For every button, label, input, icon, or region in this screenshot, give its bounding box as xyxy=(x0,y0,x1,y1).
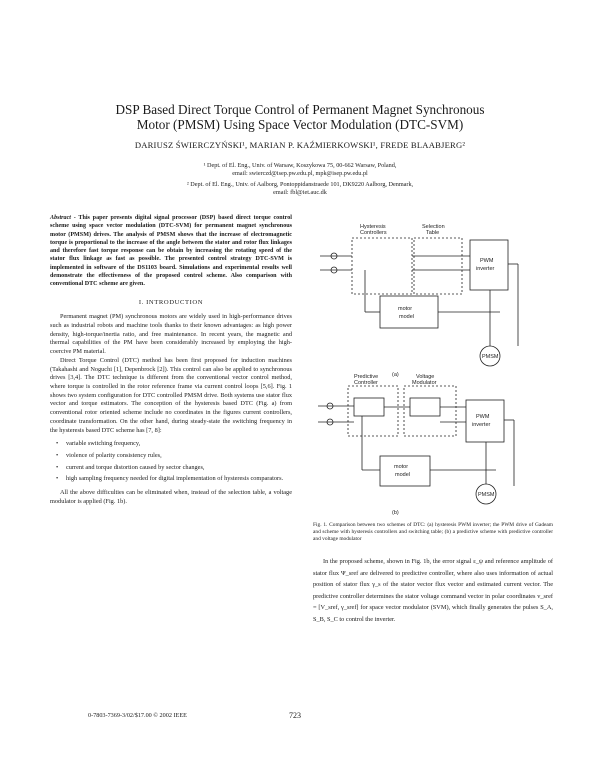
motor-label-b: motor xyxy=(394,464,409,470)
right-text xyxy=(313,556,553,625)
list-item: • current and torque distortion caused by sector changes, xyxy=(66,464,292,473)
hysteresis-controllers-region xyxy=(352,238,412,294)
list-item: • variable switching frequency, xyxy=(66,440,292,449)
right-paragraph-1: In the proposed scheme, shown in Fig. 1b, the error signal ε_ψ and reference amplitude of stator flux Ψ_sref are delivered to predictive controller, where also uses information of actual position of stator flux γ_s of the stator vector flux vector and estimated current vector. The predictive controller determines the stator voltage command vector in polar coordinates v_sref = [V_sref, γ_sref] for space vector modulator (SVM), which finally generates the pulses S_A, S_B, S_C to control the inverter. xyxy=(313,558,553,623)
model-label-b: model xyxy=(395,472,410,478)
paper-title-line2: Motor (PMSM) Using Space Vector Modulation (DTC-SVM) xyxy=(136,117,464,132)
selection-table-region xyxy=(414,238,462,294)
controllers-label: Controllers xyxy=(360,230,387,236)
authors: DARIUSZ ŚWIERCZYŃSKI¹, MARIAN P. KAŹMIERKOWSKI¹, FREDE BLAABJERG² xyxy=(134,140,466,150)
voltage-label: Voltage xyxy=(416,374,435,380)
motor-model-block-a xyxy=(380,296,438,328)
figure-a-tag: (a) xyxy=(392,372,399,378)
motor-model-block-b xyxy=(380,456,430,486)
figure-caption: Fig. 1. Comparison between two schemes of DTC: (a) hysteresis PWM inverter; the PWM drive of Gadeam and scheme with hysteresis controllers and switching table; (b) a predictive scheme with predictive controller and voltage modulator xyxy=(313,522,553,542)
intro-paragraph-1: Permanent magnet (PM) synchronous motors are widely used in high-performance drives such as industrial robots and machine tools thanks to their known advantages: as high power density, high-torque/inertia ratio, and free maintenance. In recent years, the magnetic and thermal capabilities of the PM have been considerably increased by employing the high-coercive PM material. xyxy=(50,313,292,356)
left-column xyxy=(50,214,292,506)
predictive-label: Predictive xyxy=(354,374,379,380)
controller-label: Controller xyxy=(354,380,378,386)
affiliation-1 xyxy=(120,162,480,178)
hysteresis-label: Hysteresis xyxy=(360,224,386,230)
inverter-label-b: inverter xyxy=(472,422,491,428)
abstract-label: Abstract xyxy=(50,215,71,221)
inverter-label-a: inverter xyxy=(476,266,495,272)
footer-issn: 0-7803-7369-3/02/$17.00 © 2002 IEEE xyxy=(88,712,187,719)
affiliation-2-email: email: fbl@iet.auc.dk xyxy=(273,189,327,197)
abstract xyxy=(50,214,292,289)
paper-title-line1: DSP Based Direct Torque Control of Permanent Magnet Synchronous xyxy=(115,102,485,117)
pmsm-label-b: PMSM xyxy=(478,492,495,498)
table-label: Table xyxy=(426,230,440,236)
right-column xyxy=(313,522,553,625)
list-item: • high sampling frequency needed for digital implementation of hysteresis comparators. xyxy=(66,475,292,484)
voltage-modulator-region xyxy=(404,386,456,436)
list-item: • violence of polarity consistency rules, xyxy=(66,452,292,461)
affiliation-2-line1: ² Dept. of El. Eng., Univ. of Aalborg, Pontoppidanstraede 101, DK9220 Aalborg, Denmark, xyxy=(186,181,414,188)
modulator-label: Modulator xyxy=(412,380,437,386)
motor-label-a: motor xyxy=(398,306,413,312)
model-label-a: model xyxy=(399,314,414,320)
page-number: 723 xyxy=(289,711,301,720)
affiliation-2 xyxy=(120,181,480,197)
selection-label: Selection xyxy=(422,224,445,230)
intro-paragraph-3: All the above difficulties can be eliminated when, instead of the selection table, a voltage modulator is applied (Fig. 1b). xyxy=(50,489,292,505)
pwm-inverter-block-b xyxy=(466,400,504,442)
pwm-label-b: PWM xyxy=(476,414,490,420)
abstract-text: - This paper presents digital signal processor (DSP) based direct torque control scheme using space vector modulation (DTC-SVM) for permanent magnet synchronous motor (PMSM) drives. The analysis of PMSM shows that the increase of electromagnetic torque is proportional to the increase of the angle between the stator and rotor flux linkages and therefore fast torque response can be obtain by increasing the rotating speed of the stator flux linkage as fast as possible. The presented control strategy DTC-SVM is implemented in software of the DS1103 board. Simulations and experimental results well demonstrate the effectiveness of the proposed control scheme. Also comparison with conventional DTC scheme are given. xyxy=(50,215,292,288)
figure-b-tag: (b) xyxy=(392,510,399,516)
pwm-inverter-block-a xyxy=(470,240,508,290)
intro-paragraph-2: Direct Torque Control (DTC) method has been first proposed for induction machines (Takahashi and Noguchi [1], Depenbrock [2]). This control can also be applied to synchronous drives [3,4]. The DTC technique is different from the conventional vector control method, where torque is controlled in the rotor reference frame via current control loops [5,6]. Fig. 1 shows two system configuration for DTC controlled PMSM drive. Both systems use stator flux vector and torque estimators. The conception of the hysteresis based DTC (Fig. a) from conventional rotor oriented scheme include no coordinates in the figures current controllers, coordinate transformation. On the other hand, during steady-state the switching frequency in the hysteresis based DTC scheme has [7, 8]: xyxy=(50,356,292,434)
pwm-label-a: PWM xyxy=(480,258,494,264)
affiliation-1-line1: ¹ Dept. of El. Eng., Univ. of Warsaw, Koszykowa 75, 00-662 Warsaw, Poland, xyxy=(203,162,397,169)
affiliation-1-email: email: swierczd@isep.pw.edu.pl, mpk@isep.pw.edu.pl xyxy=(232,170,368,178)
paper-title xyxy=(60,102,540,132)
figure-1 xyxy=(300,208,560,520)
pmsm-label-a: PMSM xyxy=(482,354,499,360)
section-heading-introduction: I. INTRODUCTION xyxy=(138,298,204,306)
issues-list xyxy=(50,440,292,484)
predictive-controller-region xyxy=(348,386,398,436)
